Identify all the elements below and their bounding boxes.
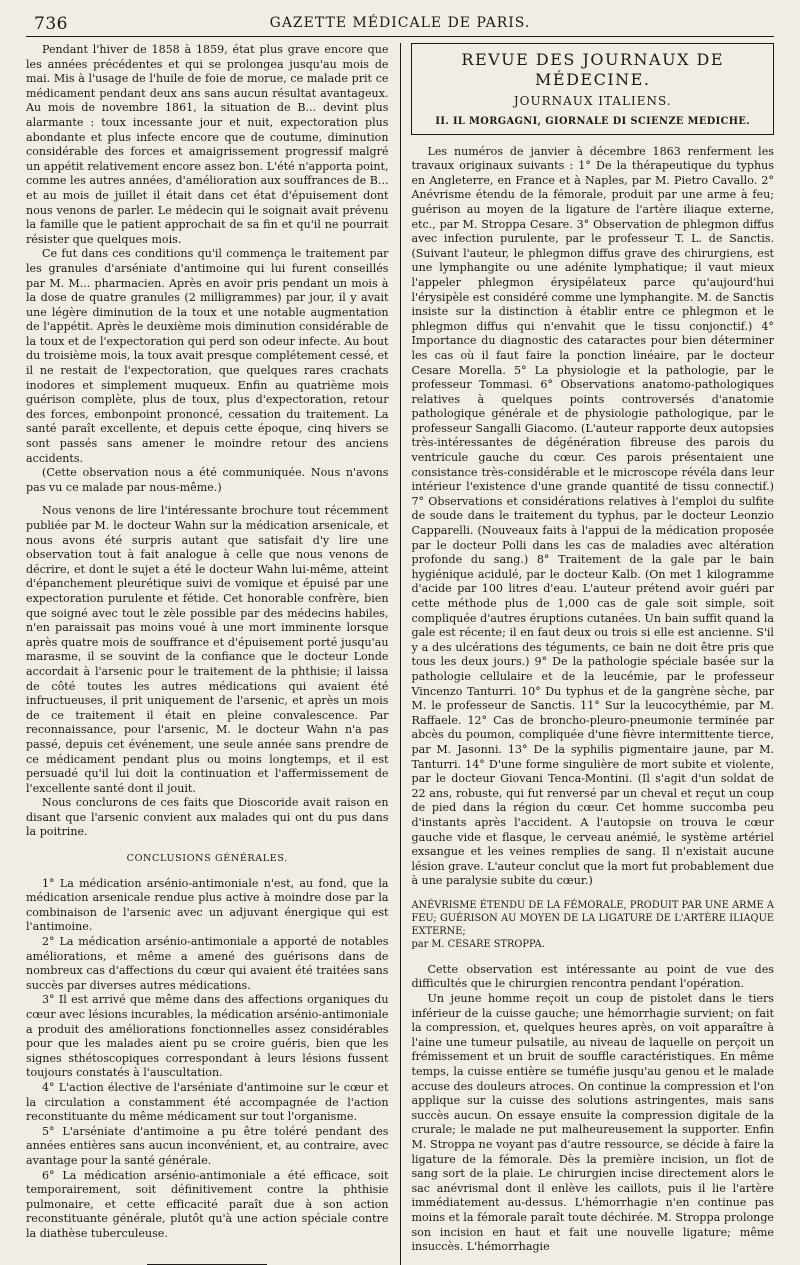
paragraph: Pendant l'hiver de 1858 à 1859, état plus grave encore que les années précédentes et qui se prolongea jusqu'au mois de mai. Mis à l'usage de l'huile de foie de morue, ce malade prit ce médicament pendant deux ans sans aucun résultat avantageux. Au mois de novembre 1861, la situation de B... devint plus alarmante : toux incessante jour et nuit, expectoration plus abondante et plus infecte encore que de coutume, diminution considérable des forces et amaigrissement progressif malgré un appétit relativement encore assez bon. L'été n'apporta point, comme les autres années, d'amélioration aux souffrances de B... et au mois de juillet il était dans cet état d'épuisement dont nous venons de parler. Le médecin qui le soignait avait prévenu la famille que le patient approchait de sa fin et qu'il ne pourrait résister que quelques mois. [26, 43, 389, 246]
conclusion-item: 6° La médication arsénio-antimoniale a été efficace, soit temporairement, soit définitivement contre la phthisie pulmonaire, et cette efficacité paraît due à son action reconstituante générale, plutôt qu'à une action spéciale contre la diathèse tuberculeuse. [26, 1168, 389, 1240]
paragraph: Cette observation est intéressante au point de vue des difficultés que le chirurgien rencontra pendant l'opération. [411, 962, 774, 991]
page-number: 736 [34, 14, 68, 34]
journal-title: GAZETTE MÉDICALE DE PARIS. [269, 15, 531, 31]
paragraph: Un jeune homme reçoit un coup de pistolet dans le tiers inférieur de la cuisse gauche; une hémorrhagie survient; on fait la compression, et, quelques heures après, on voit apparaître à l'aine une tumeur pulsatile, au niveau de laquelle on perçoit un frémissement et un bruit de souffle caractéristiques. En même temps, la cuisse entière se tuméfie jusqu'au genou et le malade accuse des douleurs atroces. On continue la compression et l'on applique sur la cuisse des solutions astringentes, mais sans succès aucun. On essaye ensuite la compression digitale de la crurale; le malade ne put malheureusement la supporter. Enfin M. Stroppa ne voyant pas d'autre ressource, se décide à faire la ligature de la fémorale. Dès la première incision, un flot de sang sort de la plaie. Le chirurgien incise directement alors le sac anévrismal dont il enlève les caillots, puis il lie l'artère immédiatement au-dessus. L'hémorrhagie n'en continue pas moins et la fémorale paraît toute déchirée. M. Stroppa prolonge son incision en haut et fait une nouvelle ligature; même insuccès. L'hémorrhagie [411, 992, 774, 1254]
article-heading [411, 899, 774, 951]
paragraph: Nous venons de lire l'intéressante brochure tout récemment publiée par M. le docteur Wahn sur la médication arsenicale, et nous avons été surpris autant que satisfait d'y lire une observation tout à fait analogue à celle que nous venons de décrire, et dont le sujet a été le docteur Wahn lui-même, atteint d'épanchement pleurétique suivi de vomique et épuisé par une expectoration purulente et fétide. Cet honorable confrère, bien que soigné avec tout le zèle possible par des médecins habiles, n'en paraissait pas moins voué à une mort imminente lorsque après quatre mois de souffrance et d'épuisement porté jusqu'au marasme, il se souvint de la confiance que le docteur Londe accordait à l'arsenic pour le traitement de la phthisie; il laissa de côté toutes les autres médications qui avaient été infructueuses, il prit uniquement de l'arsenic, et après un mois de ce traitement il était en pleine convalescence. Par reconnaissance, pour l'arsenic, M. le docteur Wahn n'a pas passé, depuis cet événement, une seule année sans prendre de ce médicament pendant plus ou moins longtemps, et il est persuadé qu'il lui doit la continuation et l'affermissement de l'excellente santé dont il jouit. [26, 504, 389, 795]
review-subtitle: JOURNAUX ITALIENS. [513, 94, 672, 108]
spacer [26, 495, 389, 504]
two-column-body [26, 43, 774, 1265]
conclusion-item: 5° L'arséniate d'antimoine a pu être toléré pendant des années entières sans aucun inconvénient, et, au contraire, avec avantage pour la santé générale. [26, 1124, 389, 1167]
conclusion-item: 2° La médication arsénio-antimoniale a apporté de notables améliorations, et même a amené des guérisons dans de nombreux cas d'affections du cœur qui avaient été traitées sans succès par diverses autres médications. [26, 935, 389, 992]
end-rule [147, 1264, 267, 1265]
conclusion-item: 1° La médication arsénio-antimoniale n'est, au fond, que la médication arsenicale rendue plus active à moindre dose par la combinaison de l'arsenic avec un adjuvant énergique qui est l'antimoine. [26, 876, 389, 934]
article-title: ANÉVRISME ÉTENDU DE LA FÉMORALE, PRODUIT PAR UNE ARME A FEU; GUÉRISON AU MOYEN DE LA LIGATURE DE L'ARTÈRE ILIAQUE EXTERNE; [411, 899, 774, 937]
paragraph: (Cette observation nous a été communiquée. Nous n'avons pas vu ce malade par nous-même.) [26, 466, 389, 494]
review-journal-name: II. IL MORGAGNI, GIORNALE DI SCIENZE MEDICHE. [435, 116, 751, 127]
paragraph: Les numéros de janvier à décembre 1863 renferment les travaux originaux suivants : 1° De la thérapeutique du typhus en Angleterre, en France et à Naples, par M. Pietro Cavallo. 2° Anévrisme étendu de la fémorale, produit par une arme à feu; guérison au moyen de la ligature de l'artère iliaque externe, etc., par M. Stroppa Cesare. 3° Observation de phlegmon diffus avec infection purulente, par le professeur T. L. de Sanctis. (Suivant l'auteur, le phlegmon diffus grave des chirurgiens, est une lymphangite ou une adénite lymphatique; il vaut mieux l'appeler phlegmon érysipélateux parce qu'aujourd'hui l'érysipèle est considéré comme une lymphangite. M. de Sanctis insiste sur la distinction à établir entre ce phlegmon et le phlegmon diffus qui n'envahit que le tissu conjonctif.) 4° Importance du diagnostic des cataractes pour bien déterminer les cas où il faut faire la ponction linéaire, par le docteur Cesare Morella. 5° La physiologie et la pathologie, par le professeur Tommasi. 6° Observations anatomo-pathologiques relatives à quelques points controversés d'anatomie pathologique générale et de physiologie pathologique, par le professeur Sangalli Giacomo. (L'auteur rapporte deux autopsies très-intéressantes de dégénération fibreuse des parois du ventricule gauche du cœur. Ces parois présentaient une consistance très-considérable et le microscope révéla dans leur intérieur l'existence d'une grande quantité de tissu connectif.) 7° Observations et considérations relatives à l'emploi du sulfite de soude dans le traitement du typhus, par le docteur Leonzio Capparelli. (Nouveaux faits à l'appui de la médication proposée par le docteur Polli dans les cas de maladies avec altération profonde du sang.) 8° Traitement de la gale par le bain hygiénique acidulé, par le docteur Kalb. (On met 1 kilogramme d'acide par 100 litres d'eau. L'auteur prétend avoir guéri par cette méthode plus de 1,000 cas de gale soit simple, soit compliquée d'autres éruptions cutanées. Un bain suffit quand la gale est récente; il en faut deux ou trois si elle est ancienne. S'il y a des ulcérations des téguments, ce bain ne doit être pris que tous les deux jours.) 9° De la pathologie spéciale basée sur la pathologie cellulaire et de la leucémie, par le professeur Vincenzo Tanturri. 10° Du typhus et de la gangrène sèche, par M. le professeur de Sanctis. 11° Sur la leucocythémie, par M. Raffaele. 12° Cas de broncho-pleuro-pneumonie terminée par abcès du poumon, compliquée d'une fièvre intermittente tierce, par M. Jasonni. 13° De la syphilis pigmentaire jaune, par M. Tanturri. 14° D'une forme singulière de mort subite et violente, par le docteur Giovani Tenca-Montini. (Il s'agit d'un soldat de 22 ans, robuste, qui fut renversé par un cheval et reçut un coup de pied dans la région du cœur. Cet homme succomba peu d'instants après l'accident. A l'autopsie on trouva le cœur gauche vide et flasque, le cerveau anémié, le système artériel exsangue et les veines remplies de sang. Il n'existait aucune lésion grave. L'auteur conclut que la mort fut probablement due à une paralysie subite du cœur.) [411, 144, 774, 888]
conclusions-heading: CONCLUSIONS GÉNÉRALES. [126, 853, 288, 865]
review-title: REVUE DES JOURNAUX DE MÉDECINE. [461, 50, 725, 89]
conclusion-item: 4° L'action élective de l'arséniate d'antimoine sur le cœur et la circulation a constamment été accompagnée de l'action reconstituante du même médicament sur tout l'organisme. [26, 1080, 389, 1124]
review-header-box [411, 43, 774, 135]
paragraph: Nous conclurons de ces faits que Dioscoride avait raison en disant que l'arsenic convient aux malades qui ont du pus dans la poitrine. [26, 796, 389, 839]
running-head [26, 10, 774, 37]
paragraph: Ce fut dans ces conditions qu'il commença le traitement par les granules d'arséniate d'antimoine qui lui furent conseillés par M. M... pharmacien. Après en avoir pris pendant un mois à la dose de quatre granules (2 milligrammes) par jour, il y avait une légère diminution de la toux et une notable augmentation de l'appétit. Après le deuxième mois diminution considérable de la toux et de l'expectoration qui perd son odeur infecte. Au bout du troisième mois, la toux avait presque complétement cessé, et il ne restait de l'expectoration, que quelques rares crachats inodores et simplement muqueux. Enfin au quatrième mois guérison complète, plus de toux, plus d'expectoration, retour des forces, embonpoint prononcé, cessation du traitement. La santé paraît excellente, et depuis cette époque, cinq hivers se sont passés sans amener le moindre retour des anciens accidents. [26, 247, 389, 465]
article-author: par M. CESARE STROPPA. [411, 938, 545, 950]
right-column [402, 43, 774, 1265]
column-divider [400, 43, 401, 1265]
conclusion-item: 3° Il est arrivé que même dans des affections organiques du cœur avec lésions incurables, la médication arsénio-antimoniale a produit des améliorations fonctionnelles assez considérables pour que les malades aient pu se croire guéris, bien que les signes sthétoscopiques correspondant à leurs lésions fussent toujours constatés à l'auscultation. [26, 993, 389, 1080]
left-column [26, 43, 398, 1265]
